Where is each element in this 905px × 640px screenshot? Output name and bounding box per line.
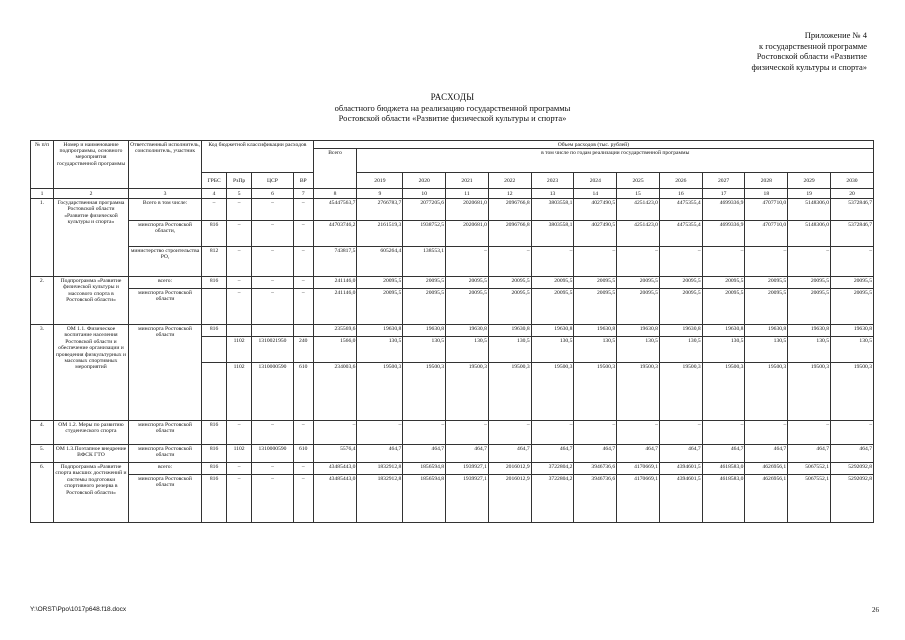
year-value: 1939927,1 (446, 475, 489, 523)
year-value: 464,7 (745, 445, 788, 463)
year-value: 2016012,9 (488, 463, 531, 475)
code-csr: – (252, 247, 294, 277)
year-value: 464,7 (446, 445, 489, 463)
header-year: 2029 (788, 173, 831, 189)
program-name: Подпрограмма «Развитие спорта высших достижений и системы подготовки спортивного резерва в Ростовской области» (53, 463, 128, 523)
year-value: 464,7 (617, 445, 660, 463)
code-grbs: 816 (202, 421, 227, 445)
year-value: – (702, 421, 745, 445)
year-value: 130,5 (788, 337, 831, 363)
program-name: ОМ 1.1. Физическое воспитание населения Ростовской области и обеспечение организации и проведения физкультурных и массовых спортивных мероприятий (53, 325, 128, 421)
year-value: – (745, 421, 788, 445)
year-value: – (788, 247, 831, 277)
code-csr: – (252, 475, 294, 523)
year-value: 3722804,2 (531, 475, 574, 523)
year-value: 130,5 (446, 337, 489, 363)
code-grbs: 816 (202, 445, 227, 463)
code-csr: 1310000590 (252, 445, 294, 463)
file-path: Y:\ORST\Ppo\1017p648.f18.docx (30, 606, 127, 613)
executor: минспорта Ростовской области (129, 325, 202, 421)
year-value: 1856594,8 (403, 463, 446, 475)
total-value: 235569,6 (313, 325, 357, 337)
total-value: 241146,0 (313, 277, 357, 289)
year-value: 4394601,5 (659, 475, 702, 523)
code-rzpr: – (227, 463, 252, 475)
year-value: – (446, 421, 489, 445)
table-row (31, 277, 874, 289)
executor: минспорта Ростовской области (129, 289, 202, 325)
title-line-1: РАСХОДЫ (430, 92, 475, 102)
column-number: 2 (53, 189, 128, 199)
column-number: 12 (488, 189, 531, 199)
year-value: 2020681,0 (446, 199, 489, 221)
year-value: 130,5 (659, 337, 702, 363)
year-value: 3803558,1 (531, 199, 574, 221)
year-value: 20095,5 (531, 289, 574, 325)
code-csr: – (252, 277, 294, 289)
year-value: 4699336,9 (702, 199, 745, 221)
year-value: 464,7 (659, 445, 702, 463)
year-value: 20095,5 (574, 277, 617, 289)
code-rzpr (227, 325, 252, 337)
table-row (31, 445, 874, 463)
header-budget-code: Код бюджетной классификации расходов (202, 141, 314, 173)
year-value: 130,5 (403, 337, 446, 363)
executor: минспорта Ростовской области, (129, 221, 202, 247)
column-number: 10 (403, 189, 446, 199)
year-value: 4251423,0 (617, 221, 660, 247)
code-vr: – (293, 475, 313, 523)
code-grbs: 816 (202, 463, 227, 475)
year-value: 464,7 (531, 445, 574, 463)
header-year: 2021 (446, 173, 489, 189)
year-value: 19500,3 (745, 363, 788, 421)
year-value: 5148306,0 (788, 199, 831, 221)
code-csr: – (252, 221, 294, 247)
executor: всего: (129, 277, 202, 289)
year-value: 3722804,2 (531, 463, 574, 475)
table-row (31, 421, 874, 445)
executor: минспорта Ростовской области (129, 421, 202, 445)
program-name: Подпрограмма «Развитие физической культуры и массового спорта в Ростовской области» (53, 277, 128, 325)
year-value: 5067552,1 (788, 463, 831, 475)
year-value: 5292092,8 (831, 463, 874, 475)
year-value: 20095,5 (659, 289, 702, 325)
year-value: 19630,8 (617, 325, 660, 337)
code-rzpr: – (227, 277, 252, 289)
year-value: 19630,8 (531, 325, 574, 337)
column-number: 13 (531, 189, 574, 199)
appendix-line-3: Ростовской области «Развитие (756, 51, 867, 61)
code-grbs: 816 (202, 475, 227, 523)
column-number: 17 (702, 189, 745, 199)
year-value: 20095,5 (788, 277, 831, 289)
header-year: 2023 (531, 173, 574, 189)
year-value: 2016012,9 (488, 475, 531, 523)
code-rzpr: – (227, 247, 252, 277)
header-volume: Объем расходов (тыс. рублей) (313, 141, 873, 149)
total-value: 45447563,7 (313, 199, 357, 221)
appendix-line-1: Приложение № 4 (804, 30, 867, 40)
program-name: ОМ 1.3.Поэтапное внедрение ВФСК ГТО (53, 445, 128, 463)
year-value: 4251423,0 (617, 199, 660, 221)
code-csr: – (252, 463, 294, 475)
year-value: 19630,8 (659, 325, 702, 337)
code-grbs: 812 (202, 247, 227, 277)
year-value: 4618583,0 (702, 475, 745, 523)
column-number: 4 (202, 189, 227, 199)
column-number: 20 (831, 189, 874, 199)
year-value: – (531, 247, 574, 277)
header-row-1 (31, 141, 874, 149)
year-value: 130,5 (488, 337, 531, 363)
year-value: 4170669,1 (617, 463, 660, 475)
header-year: 2019 (357, 173, 403, 189)
table-row (31, 247, 874, 277)
year-value: 20095,5 (659, 277, 702, 289)
year-value: – (702, 247, 745, 277)
year-value: – (831, 421, 874, 445)
column-number: 14 (574, 189, 617, 199)
code-grbs (202, 363, 227, 421)
year-value: 2161519,3 (357, 221, 403, 247)
year-value: 20095,5 (617, 277, 660, 289)
header-rzpr: РзПр (227, 173, 252, 189)
year-value: 19500,3 (403, 363, 446, 421)
year-value: 20095,5 (702, 289, 745, 325)
year-value: 20095,5 (488, 277, 531, 289)
code-grbs (202, 337, 227, 363)
year-value: 4699336,9 (702, 221, 745, 247)
year-value: 5292092,8 (831, 475, 874, 523)
column-number: 11 (446, 189, 489, 199)
executor: всего: (129, 463, 202, 475)
code-grbs: – (202, 199, 227, 221)
year-value: 464,7 (488, 445, 531, 463)
year-value: 19500,3 (357, 363, 403, 421)
year-value: 19630,8 (702, 325, 745, 337)
header-year: 2024 (574, 173, 617, 189)
year-value: – (574, 247, 617, 277)
year-value: 20095,5 (446, 277, 489, 289)
year-value: 4475355,4 (659, 221, 702, 247)
code-rzpr: – (227, 475, 252, 523)
appendix-line-2: к государственной программе (758, 40, 867, 51)
row-number: 1. (31, 199, 54, 277)
code-grbs: 816 (202, 325, 227, 337)
year-value: 19500,3 (702, 363, 745, 421)
row-number: 6. (31, 463, 54, 523)
expenses-table (30, 140, 874, 523)
year-value: 19630,8 (574, 325, 617, 337)
header-year: 2027 (702, 173, 745, 189)
header-year: 2026 (659, 173, 702, 189)
row-number: 2. (31, 277, 54, 325)
year-value: – (446, 247, 489, 277)
year-value: 20095,5 (488, 289, 531, 325)
table-row (31, 325, 874, 337)
appendix-caption (697, 30, 867, 72)
table-row (31, 221, 874, 247)
year-value: 1856594,8 (403, 475, 446, 523)
year-value: 3946736,6 (574, 475, 617, 523)
total-value: 43485443,0 (313, 475, 357, 523)
code-csr: – (252, 289, 294, 325)
row-number: 4. (31, 421, 54, 445)
program-name: Государственная программа Ростовской области «Развитие физической культуры и спорта» (53, 199, 128, 277)
appendix-line-4: физической культуры и спорта» (751, 61, 867, 72)
year-value: 19500,3 (617, 363, 660, 421)
year-value: 5372846,7 (831, 221, 874, 247)
year-value: 2077205,6 (403, 199, 446, 221)
year-value: – (574, 421, 617, 445)
year-value: 130,5 (357, 337, 403, 363)
total-value: 1566,0 (313, 337, 357, 363)
code-csr: – (252, 421, 294, 445)
column-number: 16 (659, 189, 702, 199)
code-vr: – (293, 247, 313, 277)
code-rzpr: 1102 (227, 337, 252, 363)
column-number: 18 (745, 189, 788, 199)
total-value: 5576,4 (313, 445, 357, 463)
year-value: 464,7 (357, 445, 403, 463)
total-value: 241146,0 (313, 289, 357, 325)
table-row (31, 199, 874, 221)
code-rzpr: – (227, 421, 252, 445)
year-value: 4618583,0 (702, 463, 745, 475)
header-year: 2020 (403, 173, 446, 189)
code-rzpr: – (227, 199, 252, 221)
table-row (31, 289, 874, 325)
code-vr: – (293, 199, 313, 221)
year-value: 20095,5 (531, 277, 574, 289)
code-vr: – (293, 221, 313, 247)
year-value: 19500,3 (659, 363, 702, 421)
column-number: 5 (227, 189, 252, 199)
column-number: 6 (252, 189, 294, 199)
header-num: № п/п (31, 141, 54, 189)
column-number: 7 (293, 189, 313, 199)
year-value: 130,5 (574, 337, 617, 363)
year-value: 4027490,5 (574, 199, 617, 221)
header-year: 2028 (745, 173, 788, 189)
year-value: 4170669,1 (617, 475, 660, 523)
year-value: 19630,8 (488, 325, 531, 337)
column-number: 19 (788, 189, 831, 199)
year-value: 20095,5 (831, 289, 874, 325)
code-grbs: 816 (202, 277, 227, 289)
year-value: 2020681,0 (446, 221, 489, 247)
code-vr (293, 325, 313, 337)
year-value: – (745, 247, 788, 277)
executor: минспорта Ростовской области (129, 445, 202, 463)
year-value: 130,5 (531, 337, 574, 363)
column-numbers-row (31, 189, 874, 199)
year-value: 605264,4 (357, 247, 403, 277)
year-value: 138553,1 (403, 247, 446, 277)
code-csr (252, 325, 294, 337)
year-value: 19500,3 (488, 363, 531, 421)
total-value: 234003,6 (313, 363, 357, 421)
document-title (0, 92, 905, 124)
year-value: 20095,5 (788, 289, 831, 325)
code-vr: – (293, 289, 313, 325)
year-value: 464,7 (831, 445, 874, 463)
title-line-2: областного бюджета на реализацию государственной программы (334, 102, 571, 113)
total-value: 43485443,0 (313, 463, 357, 475)
header-executor: Ответственный исполнитель, соисполнитель, участник (129, 141, 202, 189)
year-value: – (488, 247, 531, 277)
year-value: 1939927,1 (446, 463, 489, 475)
year-value: – (357, 421, 403, 445)
total-value: – (313, 421, 357, 445)
year-value: 3803558,1 (531, 221, 574, 247)
code-csr: – (252, 199, 294, 221)
code-rzpr: 1102 (227, 445, 252, 463)
column-number: 15 (617, 189, 660, 199)
year-value: 20095,5 (357, 289, 403, 325)
code-rzpr: 1102 (227, 363, 252, 421)
executor: минспорта Ростовской области (129, 475, 202, 523)
code-csr: 1310000590 (252, 363, 294, 421)
program-name: ОМ 1.2. Меры по развитию студенческого спорта (53, 421, 128, 445)
year-value: 20095,5 (446, 289, 489, 325)
total-value: 44703746,2 (313, 221, 357, 247)
year-value: – (659, 421, 702, 445)
year-value: 2096766,8 (488, 221, 531, 247)
year-value: 464,7 (788, 445, 831, 463)
year-value: 20095,5 (745, 277, 788, 289)
year-value: 4626956,1 (745, 475, 788, 523)
year-value: 20095,5 (745, 289, 788, 325)
year-value: – (531, 421, 574, 445)
header-by-years: в том числе по годам реализации государственной программы (357, 149, 874, 173)
header-year: 2025 (617, 173, 660, 189)
year-value: – (403, 421, 446, 445)
year-value: 1832912,8 (357, 475, 403, 523)
code-vr: 610 (293, 445, 313, 463)
year-value: – (659, 247, 702, 277)
code-grbs (202, 289, 227, 325)
year-value: 1938752,5 (403, 221, 446, 247)
row-number: 5. (31, 445, 54, 463)
year-value: 19630,8 (357, 325, 403, 337)
header-name: Номер и наименование подпрограммы, основного мероприятия государственной программы (53, 141, 128, 189)
column-number: 9 (357, 189, 403, 199)
year-value: – (617, 247, 660, 277)
year-value: 19500,3 (574, 363, 617, 421)
year-value: 4475355,4 (659, 199, 702, 221)
column-number: 1 (31, 189, 54, 199)
executor: Всего в том числе: (129, 199, 202, 221)
code-rzpr: – (227, 221, 252, 247)
year-value: 130,5 (702, 337, 745, 363)
code-vr: – (293, 463, 313, 475)
code-rzpr: – (227, 289, 252, 325)
table-row (31, 463, 874, 475)
year-value: 464,7 (403, 445, 446, 463)
year-value: 19630,8 (831, 325, 874, 337)
table-row (31, 475, 874, 523)
header-csr: ЦСР (252, 173, 294, 189)
year-value: 19500,3 (446, 363, 489, 421)
year-value: 464,7 (574, 445, 617, 463)
year-value: 5067552,1 (788, 475, 831, 523)
year-value: 130,5 (745, 337, 788, 363)
header-grbs: ГРБС (202, 173, 227, 189)
year-value: 130,5 (617, 337, 660, 363)
year-value: – (788, 421, 831, 445)
year-value: 19630,8 (403, 325, 446, 337)
column-number: 8 (313, 189, 357, 199)
year-value: 4027490,5 (574, 221, 617, 247)
year-value: 19630,8 (446, 325, 489, 337)
year-value: 19500,3 (531, 363, 574, 421)
year-value: 20095,5 (403, 277, 446, 289)
header-year: 2030 (831, 173, 874, 189)
year-value: 4394601,5 (659, 463, 702, 475)
year-value: 20095,5 (357, 277, 403, 289)
year-value: 5148306,0 (788, 221, 831, 247)
header-vr: ВР (293, 173, 313, 189)
header-total: Всего (313, 149, 357, 189)
code-vr: – (293, 277, 313, 289)
year-value: 464,7 (702, 445, 745, 463)
year-value: 5372846,7 (831, 199, 874, 221)
code-vr: 610 (293, 363, 313, 421)
column-number: 3 (129, 189, 202, 199)
year-value: 19500,3 (831, 363, 874, 421)
year-value: – (488, 421, 531, 445)
year-value: 3946736,6 (574, 463, 617, 475)
year-value: 130,5 (831, 337, 874, 363)
year-value: – (617, 421, 660, 445)
title-line-3: Ростовской области «Развитие физической культуры и спорта» (338, 113, 567, 123)
year-value: 20095,5 (617, 289, 660, 325)
year-value: 19500,3 (788, 363, 831, 421)
year-value: 20095,5 (831, 277, 874, 289)
year-value: 4626956,1 (745, 463, 788, 475)
year-value: 1832912,8 (357, 463, 403, 475)
executor: министерство строительства РО, (129, 247, 202, 277)
code-vr: 240 (293, 337, 313, 363)
row-number: 3. (31, 325, 54, 421)
year-value: 19630,8 (745, 325, 788, 337)
table-body (31, 199, 874, 523)
code-vr: – (293, 421, 313, 445)
year-value: 19630,8 (788, 325, 831, 337)
year-value: 4707710,0 (745, 221, 788, 247)
header-year: 2022 (488, 173, 531, 189)
year-value: 20095,5 (574, 289, 617, 325)
year-value: 2096766,8 (488, 199, 531, 221)
year-value: 4707710,0 (745, 199, 788, 221)
year-value: 20095,5 (403, 289, 446, 325)
page-number: 26 (872, 606, 879, 614)
code-grbs: 816 (202, 221, 227, 247)
year-value: 20095,5 (702, 277, 745, 289)
total-value: 743817,5 (313, 247, 357, 277)
year-value: – (831, 247, 874, 277)
code-csr: 1310021950 (252, 337, 294, 363)
year-value: 2766783,7 (357, 199, 403, 221)
